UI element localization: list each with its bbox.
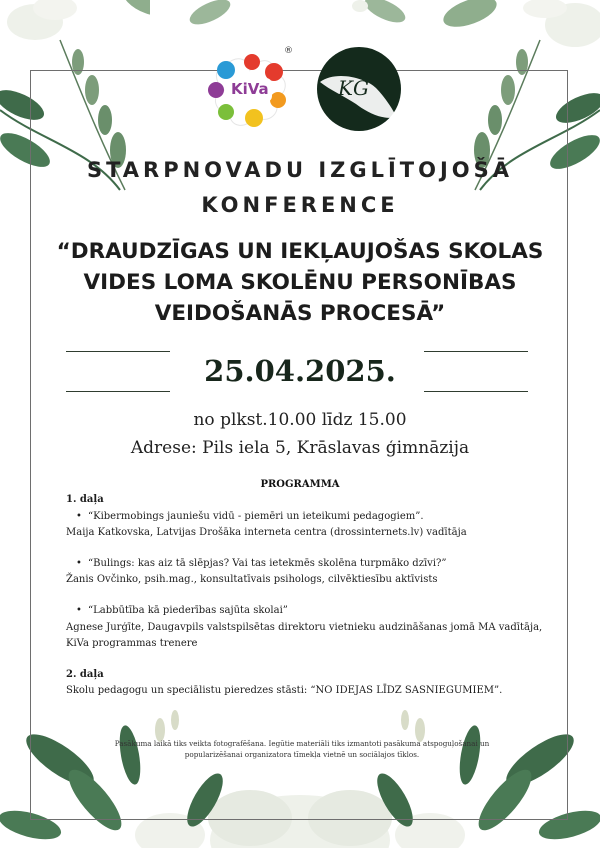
kiva-logo: [204, 48, 296, 132]
session3-title: • “Labbūtība kā piederības sajūta skolai”: [88, 605, 288, 616]
divider-right-top: [424, 351, 528, 352]
theme-line2: VIDES LOMA SKOLĒNU PERSONĪBAS: [83, 270, 517, 295]
photo-notice-line2: popularizēšanai organizatora tīmekļa vietnē un sociālajos tīklos.: [184, 750, 420, 759]
session2-title: • “Bulings: kas aiz tā slēpjas? Vai tas ietekmēs skolēna turpmāko dzīvi?”: [88, 558, 447, 569]
event-address: Adrese: Pils iela 5, Krāslavas ģimnāzija: [130, 438, 470, 458]
session1-speaker: Maija Katkovska, Latvijas Drošāka interneta centra (drossinternets.lv) vadītāja: [66, 527, 467, 538]
leaf-decoration-top-center: [165, 0, 425, 40]
kiva-logo-text: KiVa: [231, 80, 269, 98]
part2-label: 2. daļa: [66, 669, 104, 680]
kg-logo-text: KG: [338, 76, 369, 100]
theme-line3: VEIDOŠANĀS PROCESĀ”: [154, 301, 446, 326]
conference-theme: [40, 236, 560, 329]
session1-title: • “Kibermobings jauniešu vidū - piemēri un ieteikumi pedagogiem”.: [88, 511, 424, 522]
part1-label: 1. daļa: [66, 494, 104, 505]
divider-right-bottom: [424, 391, 528, 392]
conference-title-line2: KONFERENCE: [201, 193, 399, 217]
divider-left-top: [66, 351, 170, 352]
kg-logo: [316, 46, 402, 132]
divider-left-bottom: [66, 391, 170, 392]
theme-line1: “DRAUDZĪGAS UN IEKĻAUJOŠAS SKOLAS: [56, 239, 544, 264]
part2-text: Skolu pedagogu un speciālistu pieredzes stāsti: “NO IDEJAS LĪDZ SASNIEGUMIEM”.: [66, 685, 503, 696]
session2-speaker: Žanis Ovčinko, psih.mag., konsultatīvais psihologs, cilvēktiesību aktīvists: [66, 574, 438, 585]
event-time: no plkst.10.00 līdz 15.00: [193, 410, 407, 430]
photo-notice: [112, 738, 492, 760]
session3-speaker-role: KiVa programmas trenere: [66, 638, 198, 649]
photo-notice-line1: Pasākuma laikā tiks veikta fotografēšana. Iegūtie materiāli tiks izmantoti pasākuma atspoguļošanai un: [114, 739, 490, 748]
session3-speaker: Agnese Jurģīte, Daugavpils valstspilsētas direktoru vietnieku audzināšanas jomā MA vadītāja,: [66, 622, 543, 633]
registered-mark: ®: [284, 46, 293, 56]
conference-title-line1: STARPNOVADU IZGLĪTOJOŠĀ: [86, 158, 514, 182]
program-heading: PROGRAMMA: [260, 479, 340, 490]
event-date: 25.04.2025.: [204, 354, 396, 388]
